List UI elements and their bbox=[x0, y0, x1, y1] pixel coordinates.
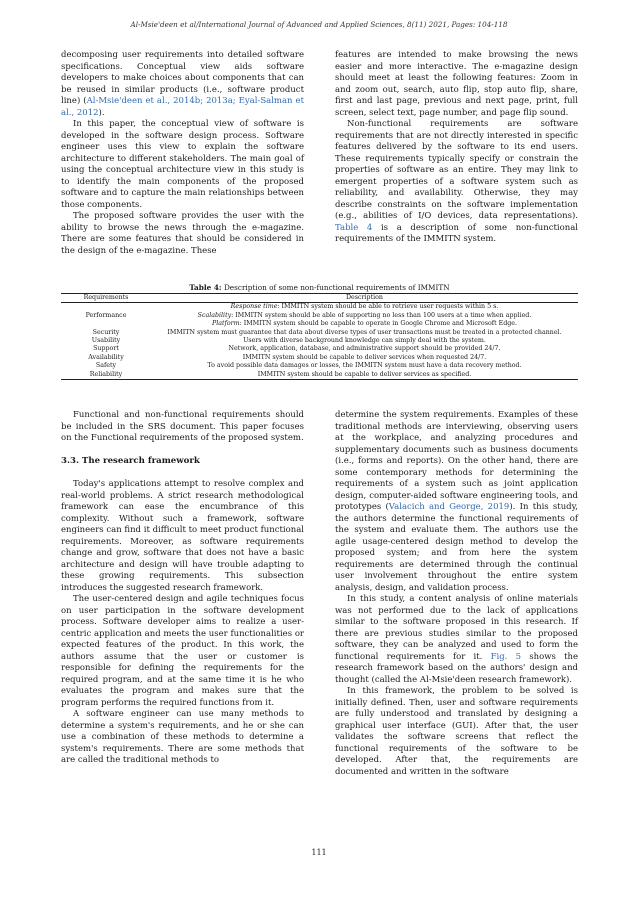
paragraph bbox=[61, 50, 304, 119]
table-cell-description bbox=[151, 303, 578, 329]
paragraph-text: ). In this study, the authors determine the functional requirements of the system and evaluate them. The authors use the agile usage-centered design method to develop the proposed system; and from here the system requirements are determined through the continual user involvement throughout the entire system analysis, design, and validation process. bbox=[335, 502, 578, 593]
column-bottom-left bbox=[61, 410, 304, 767]
table-cell-description: To avoid possible data damages or losses, the IMMITN system must have a data recovery method. bbox=[207, 362, 522, 370]
table-cell-description: IMMITN system must guarantee that data about diverse types of user transactions must be treated in a protected channel. bbox=[167, 328, 562, 336]
table-row bbox=[61, 362, 578, 370]
paragraph bbox=[335, 50, 578, 119]
table-row bbox=[61, 354, 578, 362]
paragraph-text: shows the research framework based on the authors' design and thought (called the Al-Msie'deen research framework). bbox=[335, 651, 578, 685]
column-bottom-right bbox=[335, 410, 578, 778]
table-cell-description: Network, application, database, and administrative support should be provided 24/7. bbox=[228, 345, 501, 353]
paragraph-text: decomposing user requirements into detailed software specifications. Conceptual view aids software developers to make choices about components that can be reused in similar products (i.e., software product line) ( bbox=[61, 50, 304, 106]
table-caption-text: Description of some non-functional requirements of IMMITN bbox=[221, 283, 450, 292]
requirements-table bbox=[61, 293, 578, 380]
citation-link[interactable]: Valacich and George, 2019 bbox=[388, 502, 510, 512]
table-cell-requirement: Reliability bbox=[61, 371, 151, 380]
paragraph-text: In this paper, the conceptual view of software is developed in the software design process. Software engineer uses this view to explain the software architecture to different stakeholders. The main goal of using the conceptual architecture view in this study is to identify the main components of the proposed software and to capture the main relationships between those components. bbox=[61, 119, 304, 210]
table-cell-description: IMMITN system should be capable to deliver services as specified. bbox=[151, 371, 578, 380]
table-cell-description: Users with diverse background knowledge can simply deal with the system. bbox=[243, 337, 486, 345]
paragraph bbox=[61, 594, 304, 709]
table-header-requirements: Requirements bbox=[61, 294, 151, 303]
paragraph bbox=[61, 211, 304, 257]
paragraph-text: Today's applications attempt to resolve complex and real-world problems. A strict research methodological framework can ease the encumbrance of this complexity. Without such a framework, software engineers can find it difficult to meet product functional requirements. Moreover, as software requirements change and grow, software that does not have a basic architecture and design will have trouble adapting to these growing requirements. This subsection introduces the suggested research framework. bbox=[61, 479, 304, 593]
citation-link[interactable]: Table 4 bbox=[335, 222, 373, 233]
paragraph-text: is a description of some non-functional requirements of the IMMITN system. bbox=[335, 222, 578, 244]
paragraph bbox=[61, 709, 304, 767]
paragraph bbox=[61, 119, 304, 211]
paragraph bbox=[61, 479, 304, 594]
performance-line: Platform: IMMITN system should be capable to operate in Google Chrome and Microsoft Edge. bbox=[212, 320, 517, 328]
table-row bbox=[61, 329, 578, 337]
table-row bbox=[61, 337, 578, 345]
table-caption-label: Table 4: bbox=[189, 283, 222, 292]
paragraph-text: features are intended to make browsing the news easier and more interactive. The e-magazine design should meet at least the following features: Zoom in and zoom out, search, auto flip, stop auto flip, share, first and last page, previous and next page, print, full screen, select text, page number, and page flip sound. bbox=[335, 50, 578, 118]
paragraph-text: Non-functional requirements are software requirements that are not directly interested in specific features delivered by the software to its end users. These requirements typically specify or constrain the properties of software as an entire. They may link to emergent properties of a software system such as reliability, and availability. Otherwise, they may describe constraints on the software implementation (e.g., abilities of I/O devices, data representations). bbox=[335, 119, 578, 221]
paragraph bbox=[335, 119, 578, 246]
table-cell-requirement: Usability bbox=[91, 337, 121, 345]
paragraph bbox=[335, 686, 578, 778]
table-cell-requirement: Safety bbox=[95, 362, 117, 370]
paragraph-text: In this framework, the problem to be solved is initially defined. Then, user and software requirements are fully understood and translated by designing a graphical user interface (GUI). After that, the user validates the software screens that reflect the functional requirements of the software to be developed. After that, the requirements are documented and written in the software bbox=[335, 686, 578, 777]
table-cell-requirement: Performance bbox=[85, 311, 127, 319]
table-cell-requirement: Support bbox=[93, 345, 119, 353]
citation-link[interactable]: Al-Msie'deen et al., 2014b; 2013a; Eyal-Salman et al., 2012 bbox=[61, 96, 304, 118]
paragraph-text: determine the system requirements. Examples of these traditional methods are interviewing, observing users at the workplace, and analyzing procedures and supplementary documents such as business documents (i.e., forms and reports). On the other hand, there are some contemporary methods for determining the requirements of a system such as joint application design, computer-aided software engineering tools, and prototypes ( bbox=[335, 410, 578, 512]
table-row-performance bbox=[61, 303, 578, 329]
paragraph bbox=[335, 410, 578, 594]
table-row bbox=[61, 371, 578, 380]
paragraph-text: In this study, a content analysis of online materials was not performed due to the lack of applications similar to the software proposed in this research. If there are previous studies similar to the proposed software, they can be analyzed and used to form the functional requirements for it. bbox=[335, 594, 578, 662]
performance-line: Scalability: IMMITN system should be able of supporting no less than 100 users at a time when applied. bbox=[197, 311, 532, 319]
citation-link[interactable]: Fig. 5 bbox=[490, 651, 522, 662]
table-caption bbox=[61, 283, 578, 292]
page-number: 111 bbox=[311, 848, 327, 857]
paragraph bbox=[61, 410, 304, 445]
column-top-right bbox=[335, 50, 578, 246]
table-header-description: Description bbox=[151, 294, 578, 303]
section-heading: 3.3. The research framework bbox=[61, 456, 200, 466]
table-cell-requirement: Availability bbox=[88, 353, 124, 361]
paragraph-text: The proposed software provides the user with the ability to browse the news through the e-magazine. There are some features that should be considered in the design of the e-magazine. These bbox=[61, 211, 304, 256]
performance-line: Response time: IMMITN system should be able to retrieve user requests within 5 s. bbox=[230, 303, 499, 311]
paragraph bbox=[335, 594, 578, 686]
paragraph-text: A software engineer can use many methods to determine a system's requirements, and he or she can use a combination of these methods to determine a system's requirements. There are some methods that are called the traditional methods to bbox=[61, 709, 304, 765]
paragraph-text: ). bbox=[98, 107, 105, 118]
running-header: Al-Msie'deen et al/International Journal of Advanced and Applied Sciences, 8(11) 2021, Pages: 104-118 bbox=[130, 20, 508, 29]
table-cell-description: IMMITN system should be capable to deliver services when requested 24/7. bbox=[242, 353, 487, 361]
table-row bbox=[61, 345, 578, 353]
paragraph-text: Functional and non-functional requirements should be included in the SRS document. This paper focuses on the Functional requirements of the proposed system. bbox=[61, 410, 304, 443]
column-top-left bbox=[61, 50, 304, 257]
table-cell-requirement: Security bbox=[92, 328, 120, 336]
paragraph-text: The user-centered design and agile techniques focus on user participation in the software development process. Software developer aims to realize a user-centric application and meets the user functionalities or expected features of the product. In this work, the authors assume that the user or customer is responsible for defining the requirements for the required program, and at the same time it is he who evaluates the program and makes sure that the program performs the required functions from it. bbox=[61, 594, 304, 708]
